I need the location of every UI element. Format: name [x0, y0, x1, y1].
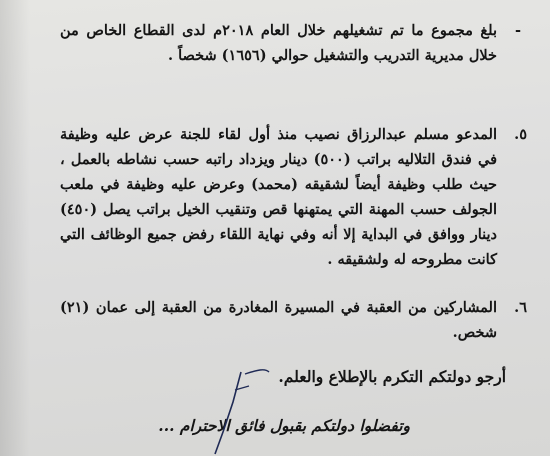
- closing-regards: وتفضلوا دولتكم بقبول فائق الاحترام ...: [158, 416, 410, 435]
- item-number-6: ٦.: [514, 299, 527, 316]
- closing-request: أرجو دولتكم التكرم بالإطلاع والعلم.: [278, 367, 506, 386]
- list-item-5: [60, 122, 527, 272]
- item-text-5: المدعو مسلم عبدالرزاق نصيب منذ أول لقاء للجنة عرض عليه وظيفة في فندق التلاليه براتب (٥٠٠) دينار ويزداد راتبه حسب نشاطه بالعمل ، حيث طلب وظيفة أيضاً لشقيقه (محمد) وعرض عليه وظيفة في ملعب الجولف حسب المهنة التي يمتهنها قص وتنقيب الخيل براتب يصل (٤٥٠) دينار ووافق في البداية إلا أنه وفي نهاية اللقاء رفض جميع الوظائف التي كانت مطروحه له ولشقيقه .: [60, 126, 497, 268]
- item-number-5: ٥.: [514, 126, 527, 143]
- document-body: [60, 18, 527, 348]
- signature-mark: [205, 362, 295, 456]
- page-shadow: [0, 0, 30, 456]
- item-text-6: المشاركين من العقبة في المسيرة المغادرة من العقبة إلى عمان (٢١) شخص.: [60, 299, 497, 341]
- list-item-6: [60, 295, 527, 345]
- bullet-item: [60, 18, 521, 68]
- bullet-marker: -: [514, 22, 521, 39]
- bullet-item-text: بلغ مجموع ما تم تشغيلهم خلال العام ٢٠١٨م لدى القطاع الخاص من خلال مديرية التدريب والتشغيل حوالي (١٦٥٦) شخصاً .: [60, 22, 497, 64]
